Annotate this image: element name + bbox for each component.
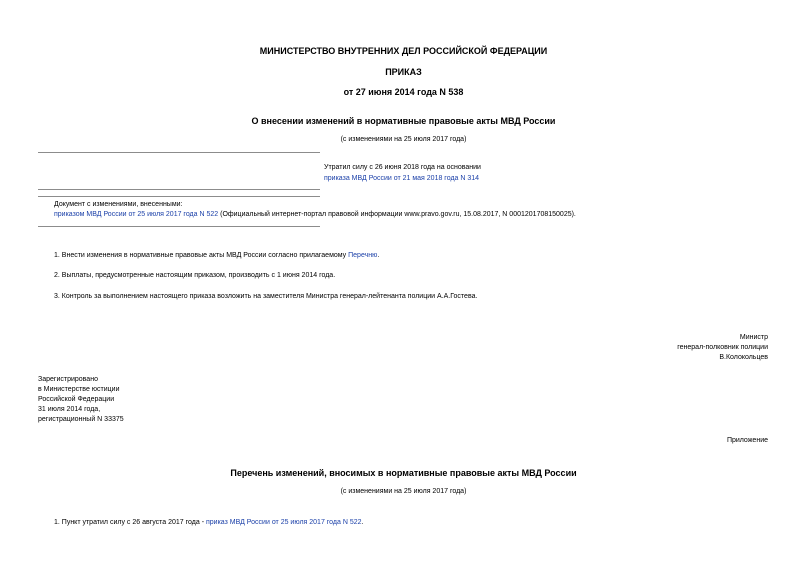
doc-title: О внесении изменений в нормативные правовые акты МВД России — [251, 116, 556, 126]
registration-line: Российской Федерации — [38, 396, 115, 403]
signature-name: В.Колокольцев — [719, 354, 768, 361]
registration-line: 31 июля 2014 года, — [38, 406, 101, 413]
registration-line: в Министерстве юстиции — [38, 386, 120, 393]
divider — [38, 196, 320, 197]
appendix-revision: (с изменениями на 25 июля 2017 года) — [340, 488, 467, 495]
item-1-end: . — [377, 252, 380, 259]
repeal-link[interactable]: приказа МВД России от 21 мая 2018 года N 314 — [324, 175, 480, 182]
appendix-item-1-end: . — [361, 519, 364, 526]
divider — [38, 189, 320, 190]
registration-line: Зарегистрировано — [38, 376, 98, 383]
item-1-text: 1. Внести изменения в нормативные правовые акты МВД России согласно прилагаемому — [54, 252, 349, 259]
signature-position: Министр — [739, 334, 768, 341]
item-2: 2. Выплаты, предусмотренные настоящим приказом, производить с 1 июня 2014 года. — [54, 272, 336, 279]
item-1-link[interactable]: Перечню — [348, 252, 378, 259]
doc-type-heading: ПРИКАЗ — [385, 67, 422, 77]
changes-rest: (Официальный интернет-портал правовой информации www.pravo.gov.ru, 15.08.2017, N 0001201708150025). — [218, 211, 576, 218]
repeal-note: Утратил силу с 26 июня 2018 года на основании — [324, 164, 481, 171]
divider — [38, 152, 320, 153]
appendix-item-1 — [54, 519, 363, 526]
ministry-heading: МИНИСТЕРСТВО ВНУТРЕННИХ ДЕЛ РОССИЙСКОЙ ФЕДЕРАЦИИ — [259, 46, 548, 56]
changes-link[interactable]: приказом МВД России от 25 июля 2017 года N 522 — [54, 211, 219, 218]
registration-line: регистрационный N 33375 — [38, 416, 124, 423]
item-3: 3. Контроль за выполнением настоящего приказа возложить на заместителя Министра генерал-лейтенанта полиции А.А.Гостева. — [54, 293, 478, 300]
changes-label: Документ с изменениями, внесенными: — [54, 201, 183, 208]
signature-rank: генерал-полковник полиции — [677, 344, 768, 351]
doc-revision: (с изменениями на 25 июля 2017 года) — [340, 136, 467, 143]
doc-date-number: от 27 июня 2014 года N 538 — [343, 87, 464, 97]
appendix-title: Перечень изменений, вносимых в нормативные правовые акты МВД России — [230, 468, 577, 478]
divider — [38, 226, 320, 227]
appendix-label: Приложение — [726, 437, 768, 444]
appendix-item-1-text: 1. Пункт утратил силу с 26 августа 2017 года - — [54, 519, 206, 526]
item-1 — [54, 252, 379, 259]
changes-source — [54, 211, 576, 218]
appendix-item-1-link[interactable]: приказ МВД России от 25 июля 2017 года N 522 — [205, 519, 362, 526]
